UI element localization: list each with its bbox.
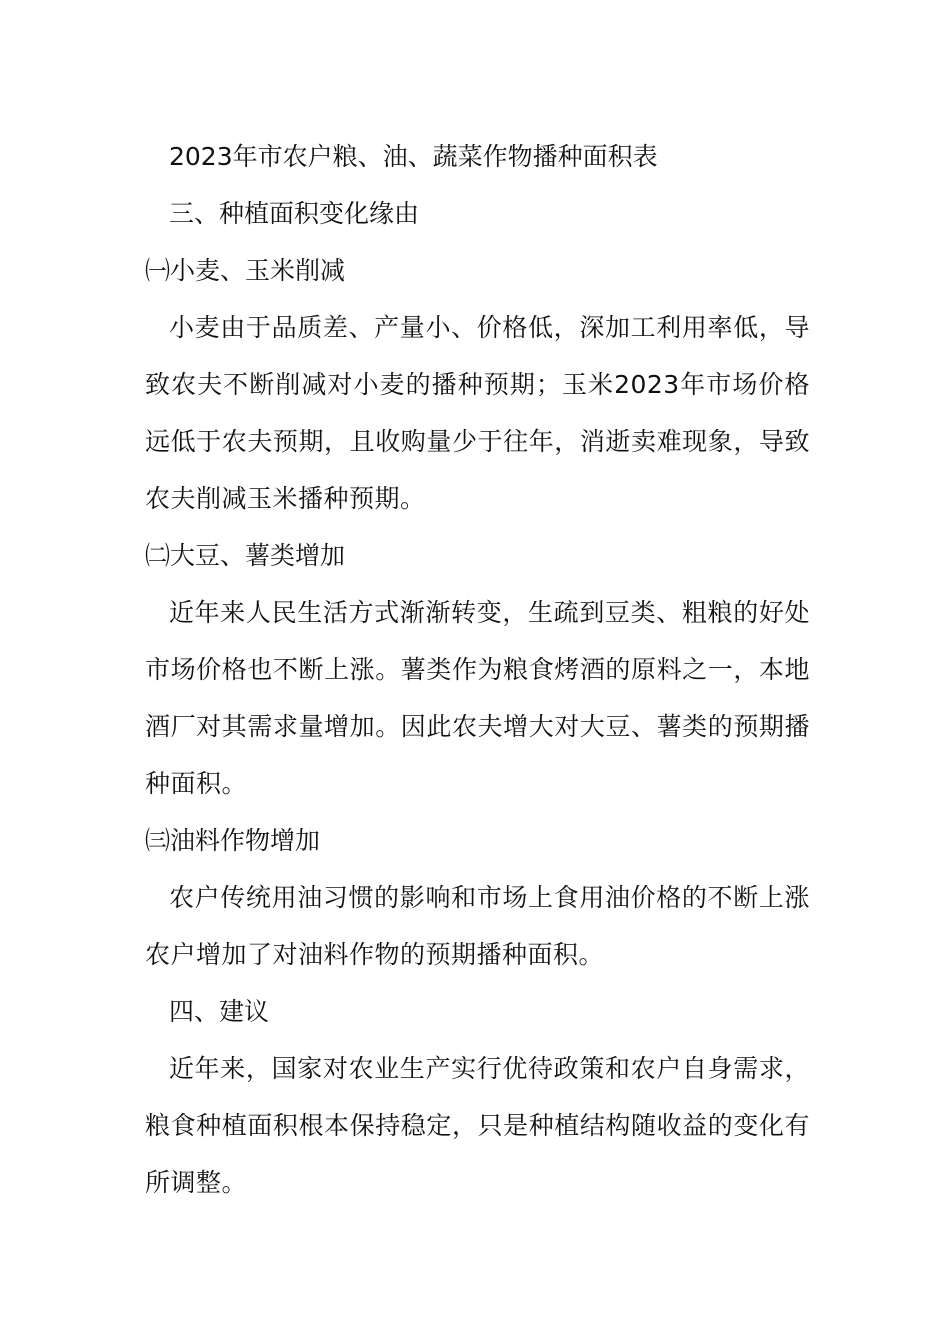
subheading-1: ㈠小麦、玉米削减 <box>145 256 346 285</box>
document-body <box>145 128 810 1211</box>
paragraph-3: 农户传统用油习惯的影响和市场上食用油价格的不断上涨农户增加了对油料作物的预期播种面积。 <box>145 883 810 969</box>
subheading-3: ㈢油料作物增加 <box>145 826 321 855</box>
subheading-2: ㈡大豆、薯类增加 <box>145 541 346 570</box>
section-heading-4: 四、建议 <box>169 997 270 1026</box>
paragraph-1: 小麦由于品质差、产量小、价格低，深加工利用率低，导致农夫不断削减对小麦的播种预期；玉米2023年市场价格远低于农夫预期，且收购量少于往年，消逝卖难现象，导致农夫削减玉米播种预期。 <box>145 313 810 513</box>
section-heading-3: 三、种植面积变化缘由 <box>169 199 420 228</box>
table-caption: 2023年市农户粮、油、蔬菜作物播种面积表 <box>169 142 658 171</box>
paragraph-2: 近年来人民生活方式渐渐转变，生疏到豆类、粗粮的好处市场价格也不断上涨。薯类作为粮食烤酒的原料之一，本地酒厂对其需求量增加。因此农夫增大对大豆、薯类的预期播种面积。 <box>145 598 810 798</box>
paragraph-4: 近年来，国家对农业生产实行优待政策和农户自身需求，粮食种植面积根本保持稳定，只是种植结构随收益的变化有所调整。 <box>145 1054 810 1197</box>
